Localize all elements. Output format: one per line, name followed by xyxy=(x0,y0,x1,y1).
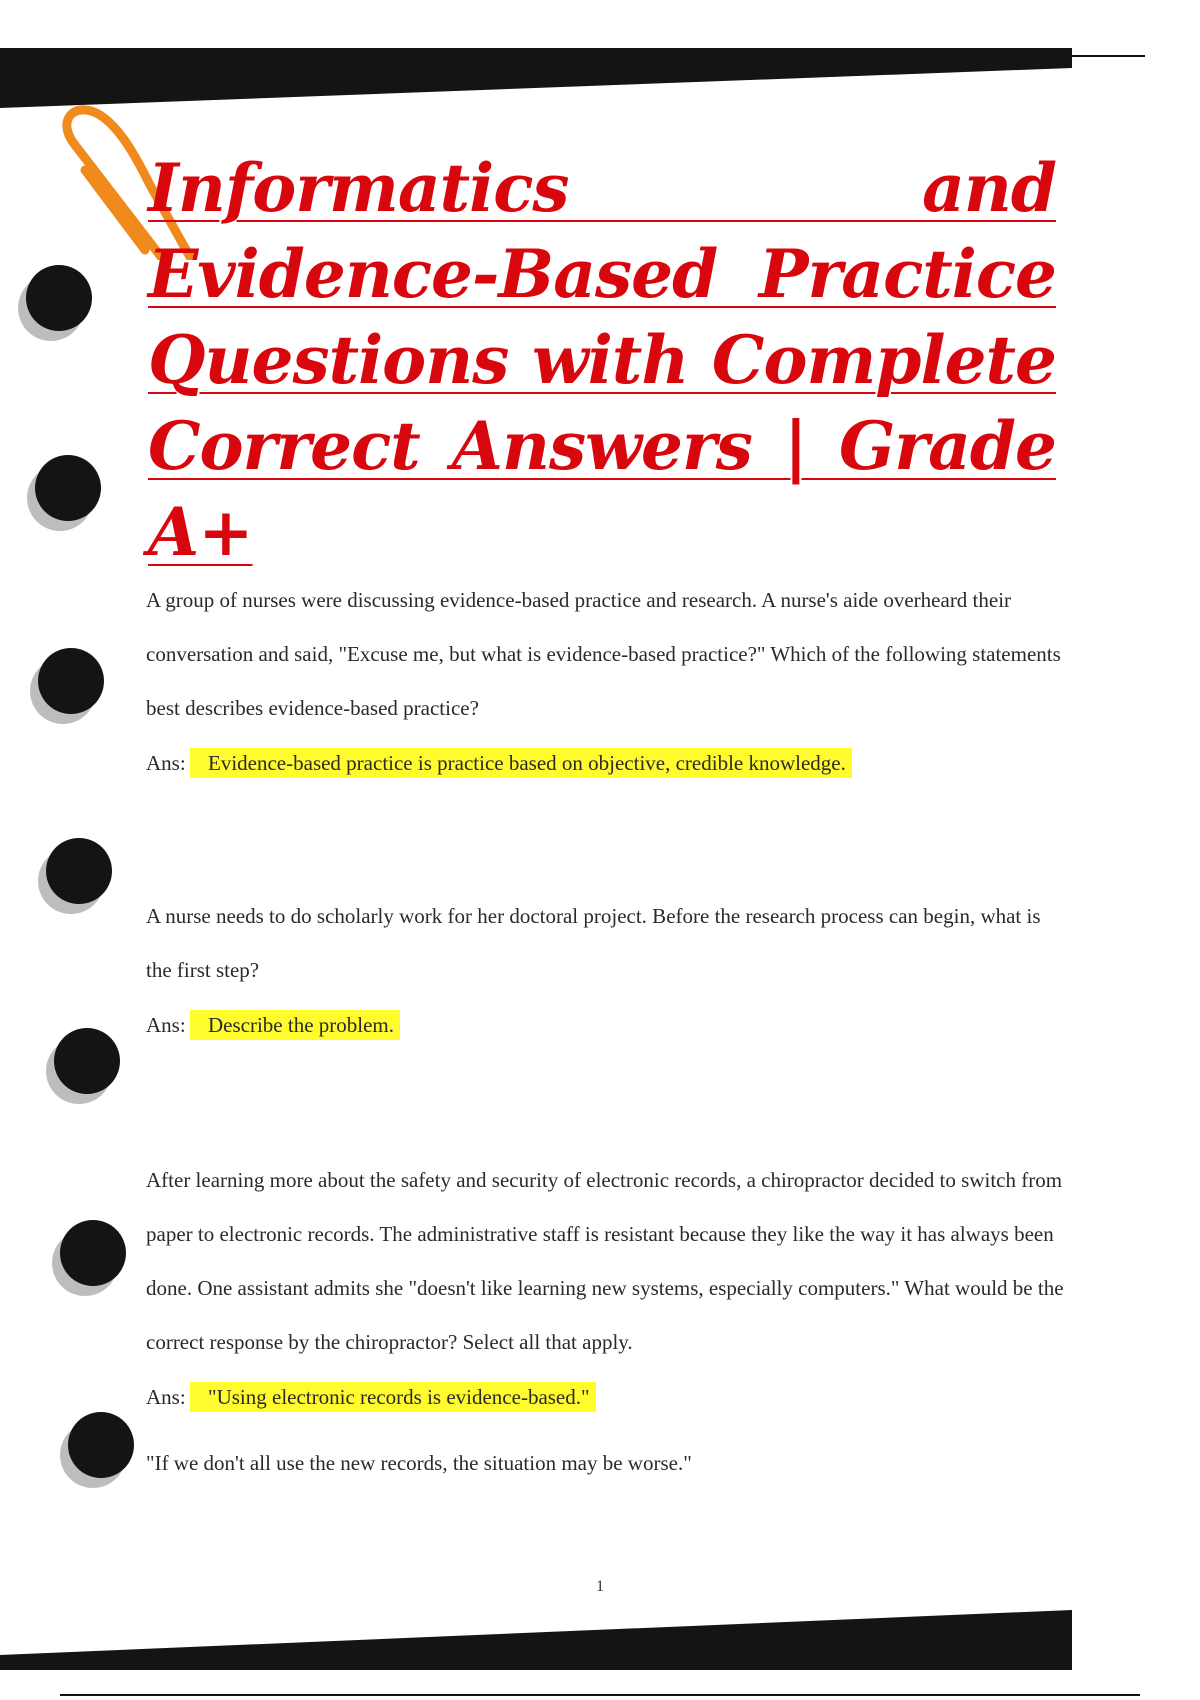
bottom-border-band xyxy=(0,1600,1200,1700)
answer-row xyxy=(146,1382,1066,1412)
binder-hole-icon xyxy=(54,1028,120,1094)
binder-hole-icon xyxy=(35,455,101,521)
bottom-rule xyxy=(60,1694,1140,1696)
binder-hole-icon xyxy=(26,265,92,331)
binder-hole-icon xyxy=(46,838,112,904)
binder-hole-icon xyxy=(68,1412,134,1478)
answer-row xyxy=(146,748,1066,778)
question-text: A nurse needs to do scholarly work for her doctoral project. Before the research process can begin, what is the first step? xyxy=(146,904,1041,982)
question-text: A group of nurses were discussing evidence-based practice and research. A nurse's aide overheard their conversation and said, "Excuse me, but what is evidence-based practice?" Which of the following statements best describes evidence-based practice? xyxy=(146,588,1061,720)
binder-hole-icon xyxy=(38,648,104,714)
question-block-2 xyxy=(146,889,1066,1040)
binder-hole-icon xyxy=(60,1220,126,1286)
answer-continuation: "If we don't all use the new records, the situation may be worse." xyxy=(146,1451,692,1475)
answer-row xyxy=(146,1010,1066,1040)
answer-highlight: Evidence-based practice is practice based on objective, credible knowledge. xyxy=(190,748,852,778)
answer-highlight: Describe the problem. xyxy=(190,1010,400,1040)
answer-label: Ans: xyxy=(146,751,186,775)
question-block-1 xyxy=(146,573,1066,778)
question-block-3 xyxy=(146,1153,1066,1478)
document-title: Informatics and Evidence-Based Practice Questions with Complete Correct Answers | Grade A+ xyxy=(148,149,1056,571)
question-text: After learning more about the safety and security of electronic records, a chiropractor decided to switch from paper to electronic records. The administrative staff is resistant because they like the way it has always been done. One assistant admits she "doesn't like learning new systems, especially computers." What would be the correct response by the chiropractor? Select all that apply. xyxy=(146,1168,1064,1354)
answer-highlight: "Using electronic records is evidence-based." xyxy=(190,1382,596,1412)
answer-label: Ans: xyxy=(146,1385,186,1409)
page-number: 1 xyxy=(596,1578,604,1595)
answer-label: Ans: xyxy=(146,1013,186,1037)
top-rule xyxy=(1070,55,1145,57)
